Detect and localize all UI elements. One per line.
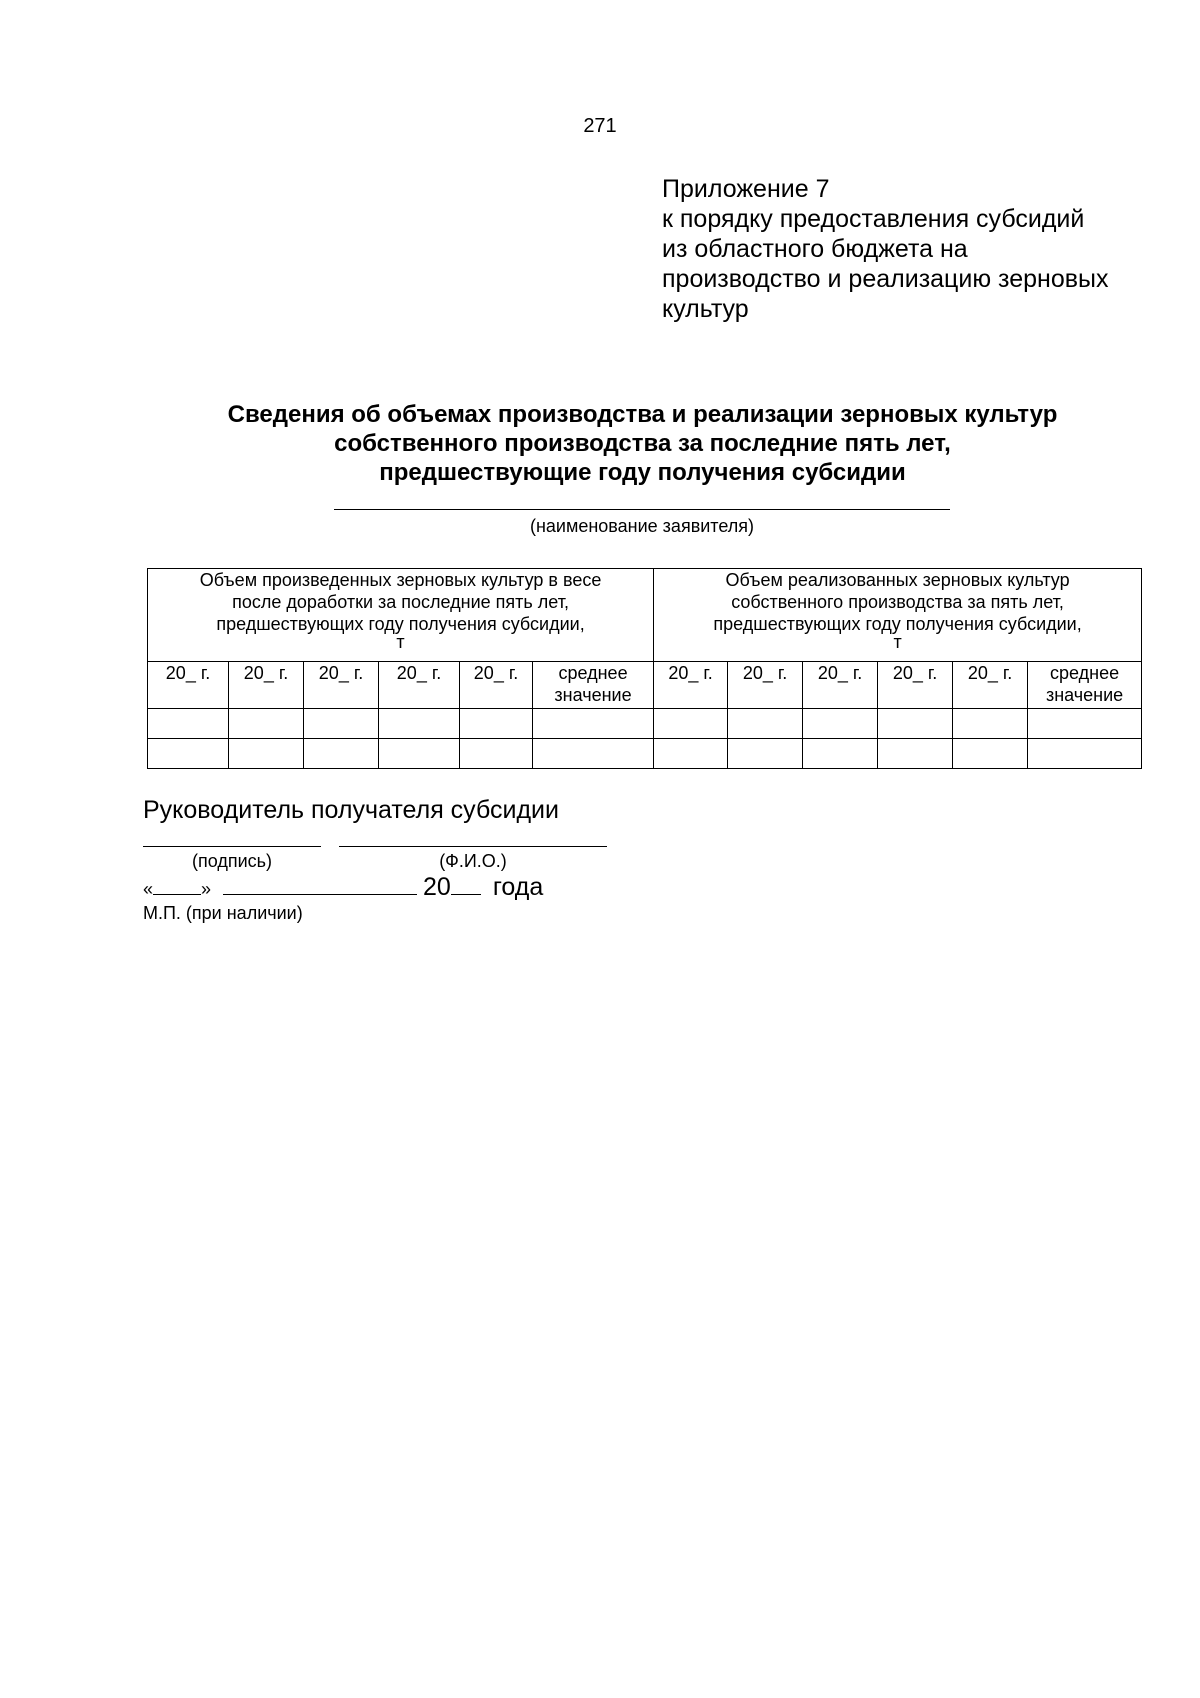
header-line: предшествующих году получения субсидии, (713, 614, 1082, 634)
table-cell (1028, 739, 1142, 769)
column-header-year: 20_ г. (728, 662, 803, 709)
table-cell (460, 739, 533, 769)
column-header-year: 20_ г. (460, 662, 533, 709)
produced-group-header (148, 569, 654, 662)
document-title (0, 400, 1200, 487)
table-cell (229, 739, 304, 769)
table-cell (533, 709, 654, 739)
column-header-year: 20_ г. (379, 662, 460, 709)
date-day-blank (153, 876, 201, 895)
appendix-line: производство и реализацию зерновых (662, 265, 1109, 293)
appendix-line: Приложение 7 (662, 175, 830, 203)
header-unit: т (396, 632, 405, 652)
date-quote-open: « (143, 879, 154, 899)
appendix-block (662, 174, 1162, 324)
signature-caption: (подпись) (191, 851, 273, 871)
table-cell (878, 739, 953, 769)
column-header-year: 20_ г. (654, 662, 728, 709)
header-line: предшествующих году получения субсидии, (216, 614, 585, 634)
column-header-row (148, 662, 1142, 709)
column-header-year: 20_ г. (953, 662, 1028, 709)
title-line: предшествующие году получения субсидии (379, 459, 906, 486)
table-row (148, 739, 1142, 769)
stamp-note: М.П. (при наличии) (143, 903, 303, 923)
full-name-caption: (Ф.И.О.) (439, 851, 507, 871)
header-line: после доработки за последние пять лет, (232, 592, 569, 612)
table-cell (878, 709, 953, 739)
column-header-year: 20_ г. (803, 662, 878, 709)
title-line: собственного производства за последние пять лет, (334, 430, 951, 457)
average-line: среднее (558, 663, 628, 683)
column-header-average (1028, 662, 1142, 709)
full-name-line (339, 846, 607, 847)
date-year-blank (451, 874, 481, 895)
header-unit: т (893, 632, 902, 652)
date-year-prefix: 20 (423, 873, 451, 901)
signature-line (143, 846, 321, 847)
column-header-year: 20_ г. (148, 662, 229, 709)
column-header-average (533, 662, 654, 709)
column-header-year: 20_ г. (878, 662, 953, 709)
table-cell (304, 739, 379, 769)
table-cell (654, 709, 728, 739)
table-cell (803, 739, 878, 769)
table-row (148, 709, 1142, 739)
table-cell (148, 739, 229, 769)
table-cell (953, 709, 1028, 739)
average-line: значение (554, 685, 632, 705)
applicant-caption: (наименование заявителя) (529, 516, 755, 536)
header-line: Объем реализованных зерновых культур (725, 570, 1070, 590)
signatory-label: Руководитель получателя субсидии (143, 796, 559, 824)
table-cell (803, 709, 878, 739)
table-cell (728, 739, 803, 769)
header-line: собственного производства за пять лет, (731, 592, 1064, 612)
table-cell (1028, 709, 1142, 739)
table-cell (460, 709, 533, 739)
table-cell (953, 739, 1028, 769)
column-header-year: 20_ г. (229, 662, 304, 709)
table-cell (379, 709, 460, 739)
table-cell (533, 739, 654, 769)
table-cell (229, 709, 304, 739)
average-line: значение (1045, 685, 1124, 705)
date-month-blank (223, 874, 417, 895)
sold-group-header (654, 569, 1142, 662)
page-number: 271 (583, 115, 617, 137)
table-cell (148, 709, 229, 739)
date-year-word: года (492, 873, 544, 901)
volumes-table (147, 568, 1142, 769)
table-cell (728, 709, 803, 739)
title-line: Сведения об объемах производства и реализации зерновых культур (227, 401, 1058, 428)
group-header-row (148, 569, 1142, 662)
appendix-line: к порядку предоставления субсидий (662, 205, 1085, 233)
table-cell (304, 709, 379, 739)
average-line: среднее (1050, 663, 1120, 683)
table-cell (379, 739, 460, 769)
applicant-name-line (334, 509, 950, 510)
date-row (143, 873, 543, 902)
appendix-line: культур (662, 295, 749, 323)
table-cell (654, 739, 728, 769)
date-quote-close: » (201, 879, 212, 899)
column-header-year: 20_ г. (304, 662, 379, 709)
header-line: Объем произведенных зерновых культур в весе (199, 570, 602, 590)
appendix-line: из областного бюджета на (662, 235, 968, 263)
